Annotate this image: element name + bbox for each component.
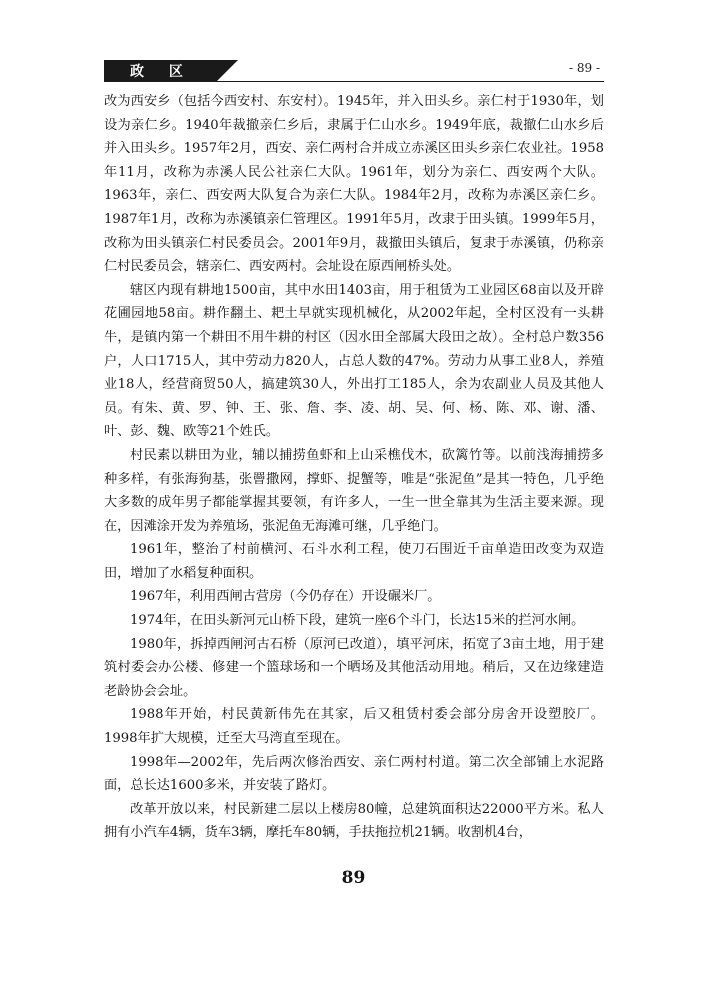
paragraph-continued: 改为西安乡（包括今西安村、东安村）。1945年，并入田头乡。亲仁村于1930年，划设为亲仁乡。1940年裁撤亲仁乡后，隶属于仁山水乡。1949年底，裁撤仁山水乡后并入田头乡。1957年2月，西安、亲仁两村合并成立赤溪区田头乡亲仁农业社。1958年11月，改称为赤溪人民公社亲仁大队。1961年，划分为亲仁、西安两个大队。1963年，亲仁、西安两大队复合为亲仁大队。1984年2月，改称为赤溪区亲仁乡。1987年1月，改称为赤溪镇亲仁管理区。1991年5月，改隶于田头镇。1999年5月，改称为田头镇亲仁村民委员会。2001年9月，裁撤田头镇后，复隶于赤溪镇，仍称亲仁村民委员会，辖亲仁、西安两村。会址设在原西闸桥头处。 — [104, 94, 604, 275]
header-rule — [104, 81, 604, 82]
paragraph: 1980年，拆掉西闸河古石桥（原河已改道），填平河床，拓宽了3亩土地，用于建筑村委会办公楼、修建一个篮球场和一个晒场及其他活动用地。稍后，又在边缘建造老龄协会会址。 — [104, 636, 604, 699]
paragraph: 改革开放以来，村民新建二层以上楼房80幢，总建筑面积达22000平方米。私人拥有小汽车4辆，货车3辆，摩托车80辆，手扶拖拉机21辆。收割机4台， — [104, 801, 604, 841]
paragraph: 1988年开始，村民黄新伟先在其家，后又租赁村委会部分房舍开设塑胶厂。1998年扩大规模，迁至大马湾直至现在。 — [104, 707, 604, 747]
header-tab-wedge — [216, 60, 238, 82]
paragraph: 辖区内现有耕地1500亩，其中水田1403亩，用于租赁为工业园区68亩以及开辟花圃园地58亩。耕作翻土、耙土早就实现机械化，从2002年起，全村区没有一头耕牛，是镇内第一个耕田不用牛耕的村区（因水田全部属大段田之故）。全村总户数356户，人口1715人，其中劳动力820人，占总人数的47%。劳动力从事工业8人，养殖业18人，经营商贸50人，搞建筑30人，外出打工185人，余为农副业人员及其他人员。有朱、黄、罗、钟、王、张、詹、李、凌、胡、吴、何、杨、陈、邓、谢、潘、叶、彭、魏、欧等21个姓氏。 — [104, 282, 604, 440]
body-text — [104, 90, 604, 845]
paragraph: 1974年，在田头新河元山桥下段，建筑一座6个斗门，长达15米的拦河水闸。 — [130, 613, 585, 629]
header-page-label: - 89 - — [568, 61, 600, 75]
page-number: 89 — [341, 868, 366, 888]
paragraph: 村民素以耕田为业，辅以捕捞鱼虾和上山采樵伐木，砍篱竹等。以前浅海捕捞多种多样，有张海狗基，张罾撒网，撑虾、捉蟹等，唯是“张泥鱼”是其一特色，几乎绝大多数的成年男子都能掌握其要领，有许多人，一生一世全靠其为生活主要来源。现在，因滩涂开发为养殖场，张泥鱼无海滩可继，几乎绝门。 — [104, 447, 604, 534]
section-title-tab: 政 区 — [104, 60, 216, 82]
paragraph: 1967年，利用西闸古营房（今仍存在）开设碾米厂。 — [130, 589, 441, 605]
paragraph: 1961年，整治了村前横河、石斗水利工程，使刀石围近千亩单造田改变为双造田，增加了水稻复种面积。 — [104, 542, 604, 581]
running-header — [104, 60, 604, 82]
paragraph: 1998年—2002年，先后两次修治西安、亲仁两村村道。第二次全部铺上水泥路面，总长达1600多米，并安装了路灯。 — [104, 754, 604, 794]
